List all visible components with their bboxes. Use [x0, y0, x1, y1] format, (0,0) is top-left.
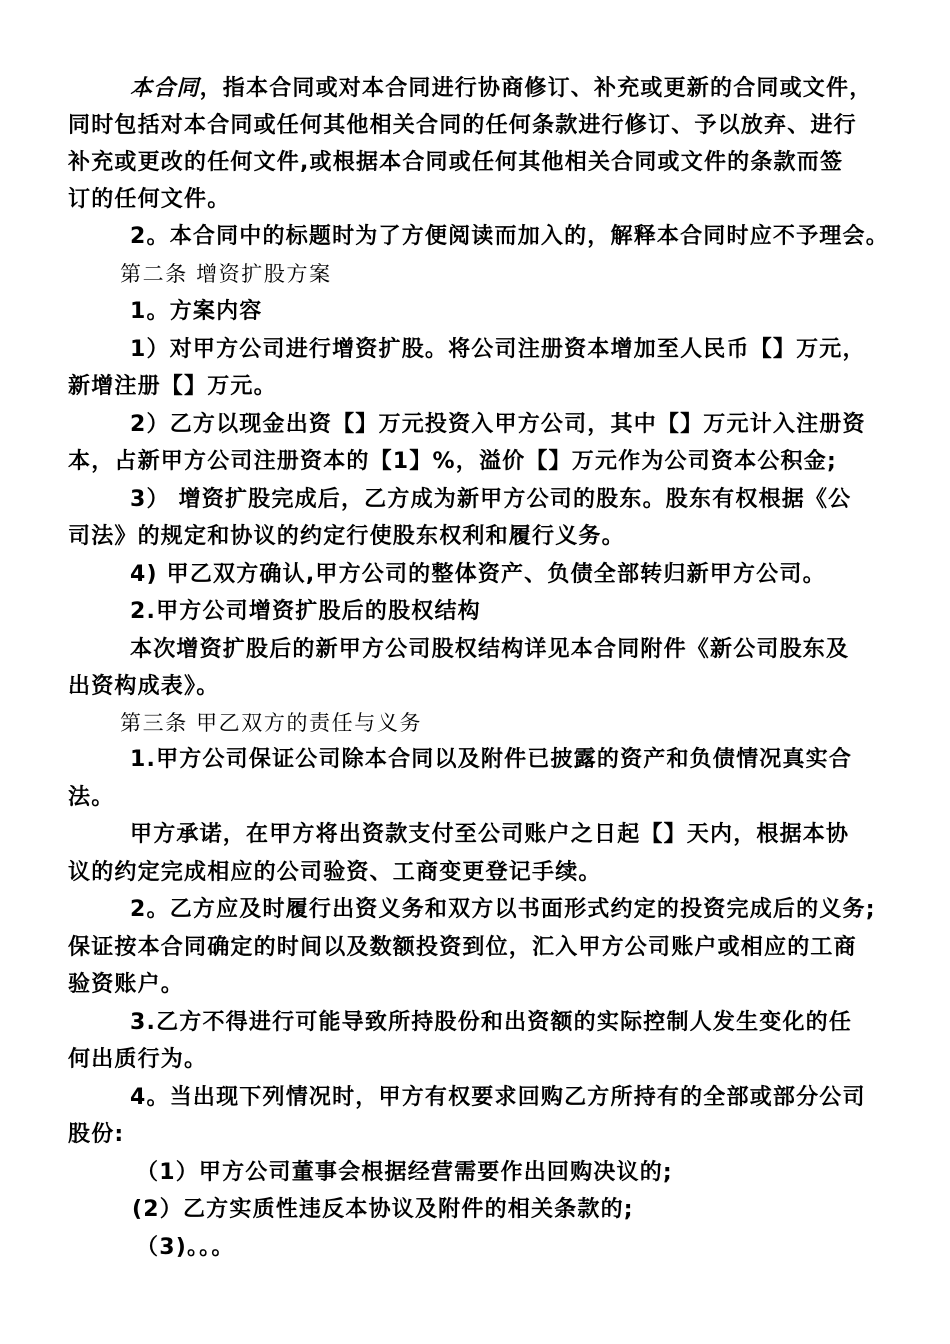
body-text-line: 法。 — [68, 785, 115, 810]
body-text-line: 议的约定完成相应的公司验资、工商变更登记手续。 — [68, 860, 602, 885]
clause-item: 甲方承诺，在甲方将出资款支付至公司账户之日起【】天内，根据本协 — [130, 822, 850, 847]
clause-item: 2。本合同中的标题时为了方便阅读而加入的，解释本合同时应不予理会。 — [130, 224, 889, 249]
list-item: （3)。。。 — [136, 1235, 235, 1260]
list-item: （1）甲方公司董事会根据经营需要作出回购决议的; — [136, 1160, 673, 1185]
clause-item: 3.乙方不得进行可能导致所持股份和出资额的实际控制人发生变化的任 — [130, 1010, 853, 1035]
definition-line — [130, 70, 872, 108]
clause-item: 3） 增资扩股完成后，乙方成为新甲方公司的股东。股东有权根据《公 — [130, 487, 852, 512]
body-text-line: 同时包括对本合同或任何其他相关合同的任何条款进行修订、予以放弃、进行 — [68, 113, 857, 138]
definition-text: ，指本合同或对本合同进行协商修订、补充或更新的合同或文件， — [199, 76, 873, 101]
article-heading: 第二条 增资扩股方案 — [120, 262, 332, 286]
clause-item: 1）对甲方公司进行增资扩股。将公司注册资本增加至人民币【】万元， — [130, 337, 866, 362]
body-text-line: 新增注册【】万元。 — [68, 374, 277, 399]
clause-item: 本次增资扩股后的新甲方公司股权结构详见本合同附件《新公司股东及 — [130, 637, 850, 662]
body-text-line: 补充或更改的任何文件,或根据本合同或任何其他相关合同或文件的条款而签 — [68, 150, 844, 175]
body-text-line: 何出质行为。 — [68, 1047, 208, 1072]
body-text-line: 股份: — [68, 1122, 125, 1147]
body-text-line: 验资账户。 — [68, 972, 185, 997]
clause-item: 1.甲方公司保证公司除本合同以及附件已披露的资产和负债情况真实合 — [130, 747, 853, 772]
clause-item: 2。乙方应及时履行出资义务和双方以书面形式约定的投资完成后的义务; — [130, 897, 876, 922]
list-item: (2）乙方实质性违反本协议及附件的相关条款的; — [132, 1197, 634, 1222]
body-text-line: 保证按本合同确定的时间以及数额投资到位，汇入甲方公司账户或相应的工商 — [68, 935, 857, 960]
body-text-line: 出资构成表》。 — [68, 674, 220, 699]
body-text-line: 订的任何文件。 — [68, 187, 231, 212]
clause-item: 4。当出现下列情况时，甲方有权要求回购乙方所持有的全部或部分公司 — [130, 1085, 866, 1110]
section-heading: 2.甲方公司增资扩股后的股权结构 — [130, 599, 481, 624]
section-heading: 1。方案内容 — [130, 299, 263, 324]
article-heading: 第三条 甲乙双方的责任与义务 — [120, 711, 423, 735]
body-text-line: 本，占新甲方公司注册资本的【1】%，溢价【】万元作为公司资本公积金; — [68, 449, 837, 474]
body-text-line: 司法》的规定和协议的约定行使股东权利和履行义务。 — [68, 524, 625, 549]
clause-item: 4) 甲乙双方确认,甲方公司的整体资产、负债全部转归新甲方公司。 — [130, 562, 826, 587]
clause-item: 2）乙方以现金出资【】万元投资入甲方公司，其中【】万元计入注册资 — [130, 412, 866, 437]
defined-term: 本合同 — [130, 76, 200, 101]
